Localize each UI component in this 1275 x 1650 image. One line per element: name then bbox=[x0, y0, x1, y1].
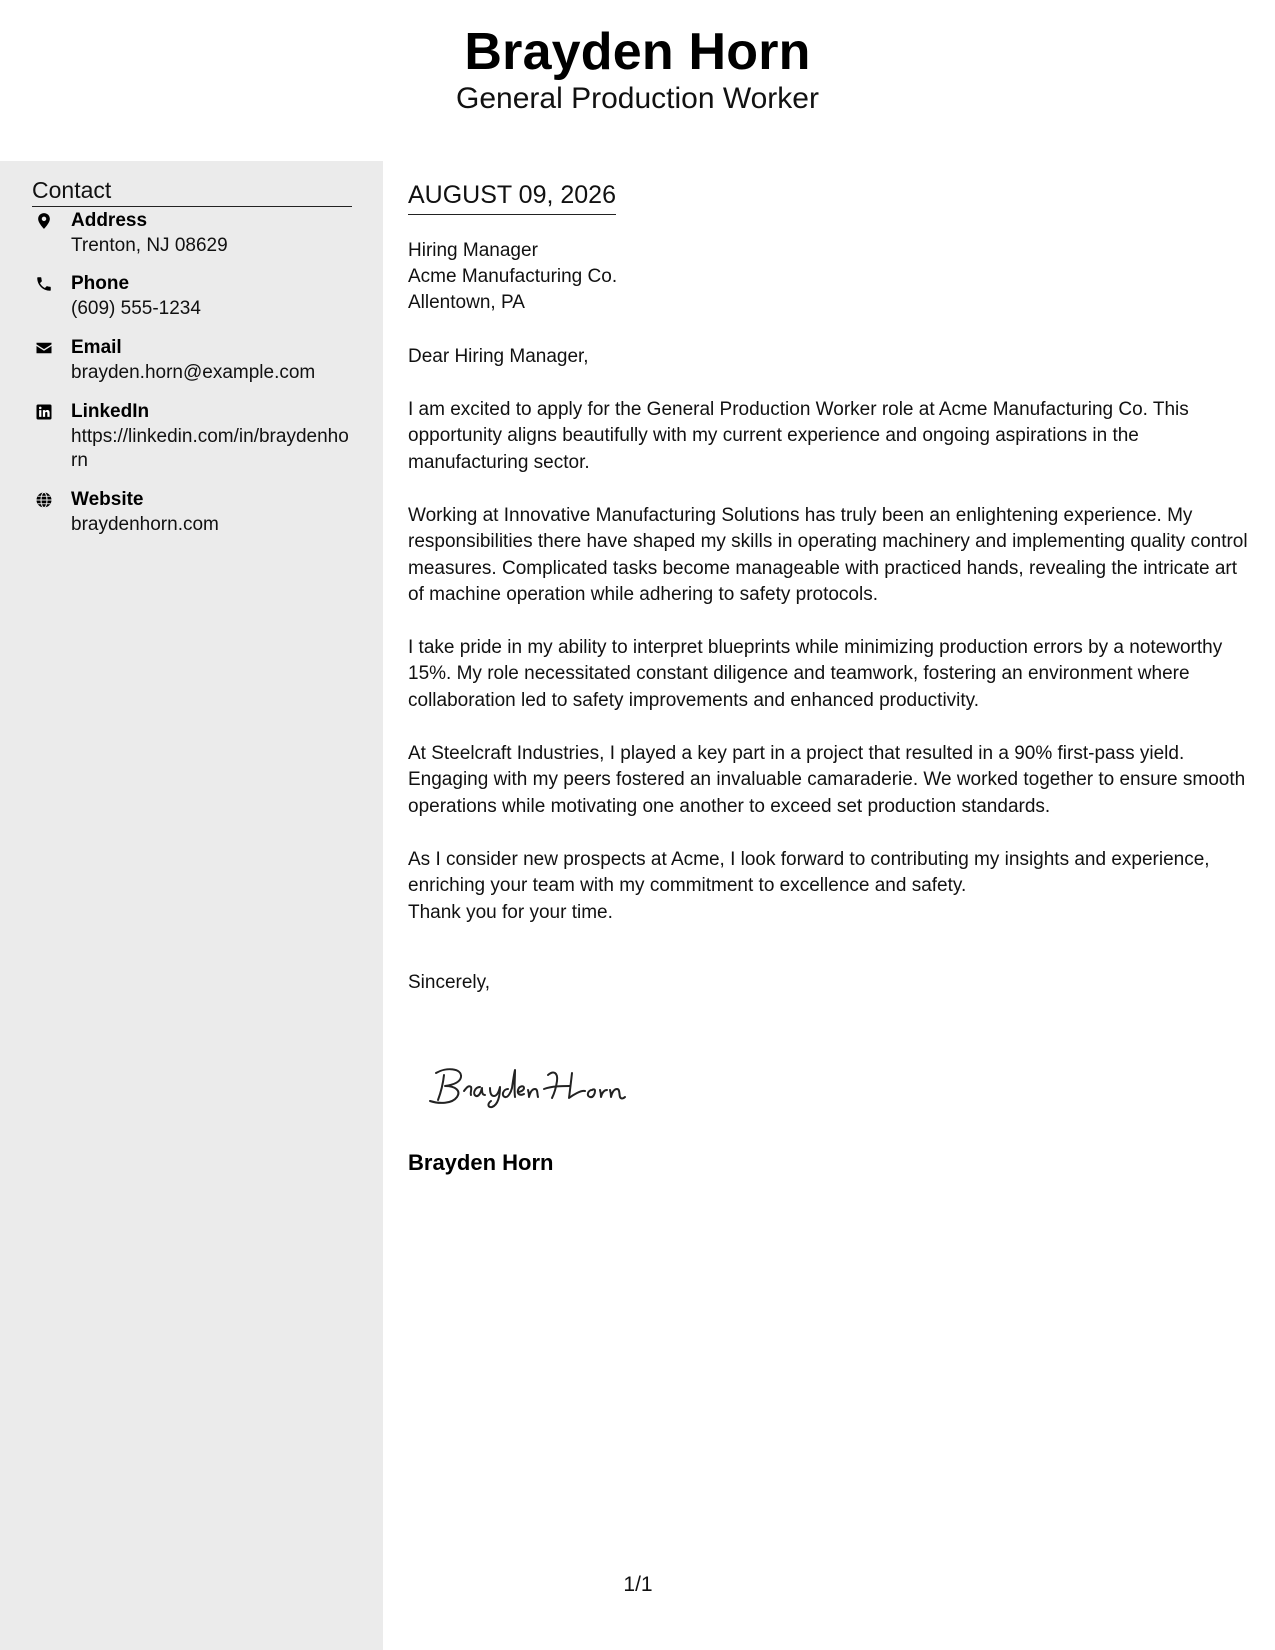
linkedin-icon bbox=[35, 403, 53, 421]
applicant-role: General Production Worker bbox=[456, 82, 819, 115]
contact-label: LinkedIn bbox=[71, 401, 150, 422]
contact-value: Trenton, NJ 08629 bbox=[71, 235, 228, 256]
globe-icon bbox=[35, 491, 53, 509]
contact-sidebar bbox=[0, 161, 383, 1650]
recipient-line: Allentown, PA bbox=[408, 292, 525, 313]
page-number: 1/1 bbox=[623, 1573, 653, 1596]
contact-label: Website bbox=[71, 489, 144, 510]
contact-label: Address bbox=[71, 210, 148, 231]
recipient-line: Hiring Manager bbox=[408, 240, 538, 261]
applicant-name: Brayden Horn bbox=[464, 23, 811, 81]
closing: Sincerely, bbox=[408, 972, 491, 993]
map-pin-icon bbox=[35, 212, 53, 230]
letter-date: AUGUST 09, 2026 bbox=[408, 179, 616, 215]
contact-label: Email bbox=[71, 337, 122, 358]
envelope-icon bbox=[35, 339, 53, 357]
salutation: Dear Hiring Manager, bbox=[408, 346, 589, 367]
paragraph: Working at Innovative Manufacturing Solutions has truly been an enlightening experience. My responsibilities there have shaped my skills in operating machinery and implementing quality control measures. Complicated tasks become manageable with practiced hands, revealing the intricate art of machine operation while adhering to safety protocols. bbox=[408, 505, 1248, 606]
contact-value[interactable]: braydenhorn.com bbox=[71, 514, 219, 535]
phone-icon bbox=[35, 275, 53, 293]
contact-value: (609) 555-1234 bbox=[71, 298, 201, 319]
recipient-line: Acme Manufacturing Co. bbox=[408, 266, 618, 287]
handwritten-signature bbox=[422, 1059, 662, 1119]
letter-header bbox=[0, 0, 1275, 161]
signature-name: Brayden Horn bbox=[408, 1150, 554, 1175]
contact-heading: Contact bbox=[32, 175, 352, 207]
contact-value[interactable]: brayden.horn@example.com bbox=[71, 362, 316, 383]
paragraph: As I consider new prospects at Acme, I look forward to contributing my insights and experience, enriching your team with my commitment to excellence and safety. bbox=[408, 849, 1210, 897]
contact-label: Phone bbox=[71, 273, 130, 294]
paragraph: I am excited to apply for the General Production Worker role at Acme Manufacturing Co. This opportunity aligns beautifully with my current experience and ongoing aspirations in the manufacturing sector. bbox=[408, 399, 1189, 473]
contact-value[interactable]: https://linkedin.com/in/braydenhorn bbox=[71, 426, 349, 471]
paragraph: I take pride in my ability to interpret blueprints while minimizing production errors by a noteworthy 15%. My role necessitated constant diligence and teamwork, fostering an environment where collaboration led to safety improvements and enhanced productivity. bbox=[408, 637, 1223, 711]
paragraph: At Steelcraft Industries, I played a key part in a project that resulted in a 90% first-pass yield. Engaging with my peers fostered an invaluable camaraderie. We worked together to ensure smooth operations while motivating one another to exceed set production standards. bbox=[408, 743, 1246, 817]
recipient-block bbox=[408, 238, 617, 316]
closing-thanks: Thank you for your time. bbox=[408, 902, 613, 923]
